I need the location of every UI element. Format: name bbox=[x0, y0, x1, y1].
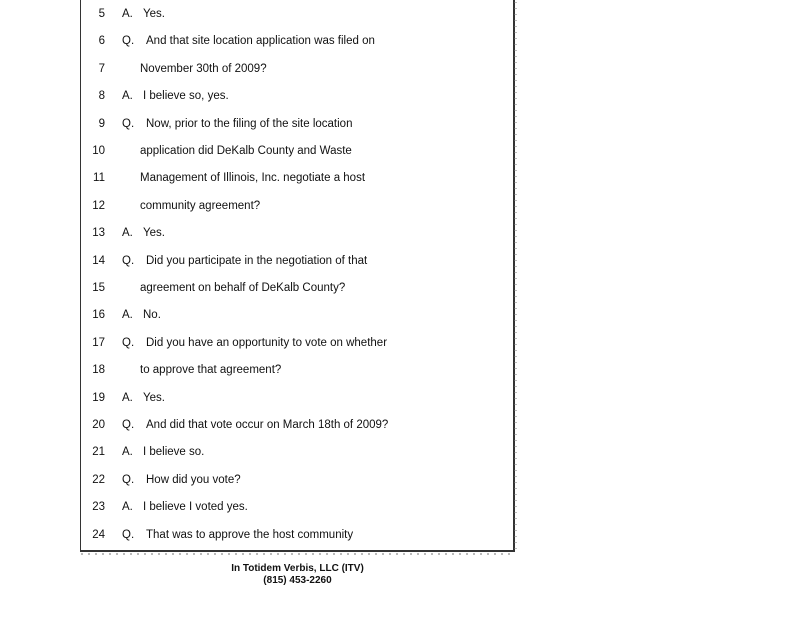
line-number: 6 bbox=[98, 35, 105, 48]
question-marker: Q. bbox=[122, 35, 135, 48]
transcript-line bbox=[81, 471, 501, 489]
line-number: 9 bbox=[98, 117, 105, 130]
page-footer bbox=[180, 563, 415, 587]
transcript-line bbox=[81, 169, 501, 187]
line-number: 10 bbox=[92, 145, 105, 157]
line-number: 15 bbox=[92, 282, 105, 294]
transcript-line bbox=[81, 361, 501, 379]
transcript-line bbox=[81, 224, 501, 242]
transcript-line bbox=[81, 5, 501, 23]
line-text: I believe so. bbox=[143, 446, 205, 459]
line-number: 7 bbox=[98, 62, 105, 75]
transcript-line bbox=[81, 443, 501, 461]
scan-edge-right bbox=[514, 0, 517, 550]
line-number: 20 bbox=[92, 419, 105, 431]
line-number: 21 bbox=[92, 446, 105, 459]
transcript-line bbox=[81, 498, 501, 516]
question-marker: Q. bbox=[122, 473, 135, 486]
line-number: 24 bbox=[92, 528, 105, 541]
question-marker: Q. bbox=[122, 117, 135, 130]
transcript-line bbox=[81, 306, 501, 324]
line-text: community agreement? bbox=[140, 199, 261, 212]
line-text: November 30th of 2009? bbox=[140, 62, 267, 75]
transcript-line bbox=[81, 279, 501, 297]
line-number: 14 bbox=[92, 254, 105, 267]
line-number: 22 bbox=[92, 473, 105, 486]
footer-phone: (815) 453-2260 bbox=[263, 575, 332, 586]
line-text: I believe I voted yes. bbox=[143, 501, 248, 514]
footer-company: In Totidem Verbis, LLC (ITV) bbox=[231, 563, 364, 574]
transcript-line bbox=[81, 60, 501, 78]
answer-marker: A. bbox=[122, 391, 133, 404]
line-text: And that site location application was filed on bbox=[146, 35, 375, 48]
answer-marker: A. bbox=[122, 309, 133, 322]
line-text: application did DeKalb County and Waste bbox=[140, 145, 352, 157]
line-text: Yes. bbox=[143, 8, 165, 20]
question-marker: Q. bbox=[122, 336, 135, 349]
line-number: 12 bbox=[92, 199, 105, 212]
transcript-line bbox=[81, 115, 501, 133]
line-number: 17 bbox=[92, 336, 105, 349]
transcript-line bbox=[81, 142, 501, 160]
answer-marker: A. bbox=[122, 501, 133, 514]
line-number: 13 bbox=[92, 227, 105, 240]
transcript-line bbox=[81, 32, 501, 50]
line-number: 18 bbox=[92, 364, 105, 377]
line-text: agreement on behalf of DeKalb County? bbox=[140, 282, 346, 294]
transcript-line bbox=[81, 334, 501, 352]
line-text: How did you vote? bbox=[146, 473, 241, 486]
question-marker: Q. bbox=[122, 254, 135, 267]
line-number: 5 bbox=[98, 8, 105, 20]
line-text: Now, prior to the filing of the site location bbox=[146, 117, 353, 130]
line-number: 8 bbox=[98, 90, 105, 103]
transcript-line bbox=[81, 252, 501, 270]
question-marker: Q. bbox=[122, 528, 135, 541]
line-text: Yes. bbox=[143, 391, 165, 404]
line-number: 23 bbox=[92, 501, 105, 514]
line-text: to approve that agreement? bbox=[140, 364, 282, 377]
transcript-line bbox=[81, 197, 501, 215]
line-text: Did you participate in the negotiation of that bbox=[146, 254, 368, 267]
answer-marker: A. bbox=[122, 8, 133, 20]
line-text: And did that vote occur on March 18th of 2009? bbox=[146, 419, 389, 431]
question-marker: Q. bbox=[122, 419, 135, 431]
line-number: 11 bbox=[93, 172, 105, 185]
scan-edge-bottom bbox=[81, 553, 513, 555]
line-text: I believe so, yes. bbox=[143, 90, 229, 103]
transcript-page bbox=[80, 0, 515, 552]
line-text: That was to approve the host community bbox=[146, 528, 354, 541]
line-text: Management of Illinois, Inc. negotiate a host bbox=[140, 172, 366, 185]
transcript-line bbox=[81, 87, 501, 105]
line-text: No. bbox=[143, 309, 161, 322]
line-number: 16 bbox=[92, 309, 105, 322]
transcript-line bbox=[81, 416, 501, 434]
line-text: Did you have an opportunity to vote on whether bbox=[146, 336, 388, 349]
transcript-line bbox=[81, 389, 501, 407]
answer-marker: A. bbox=[122, 90, 133, 103]
line-text: Yes. bbox=[143, 227, 165, 240]
answer-marker: A. bbox=[122, 227, 133, 240]
transcript-line bbox=[81, 526, 501, 544]
line-number: 19 bbox=[92, 391, 105, 404]
answer-marker: A. bbox=[122, 446, 133, 459]
